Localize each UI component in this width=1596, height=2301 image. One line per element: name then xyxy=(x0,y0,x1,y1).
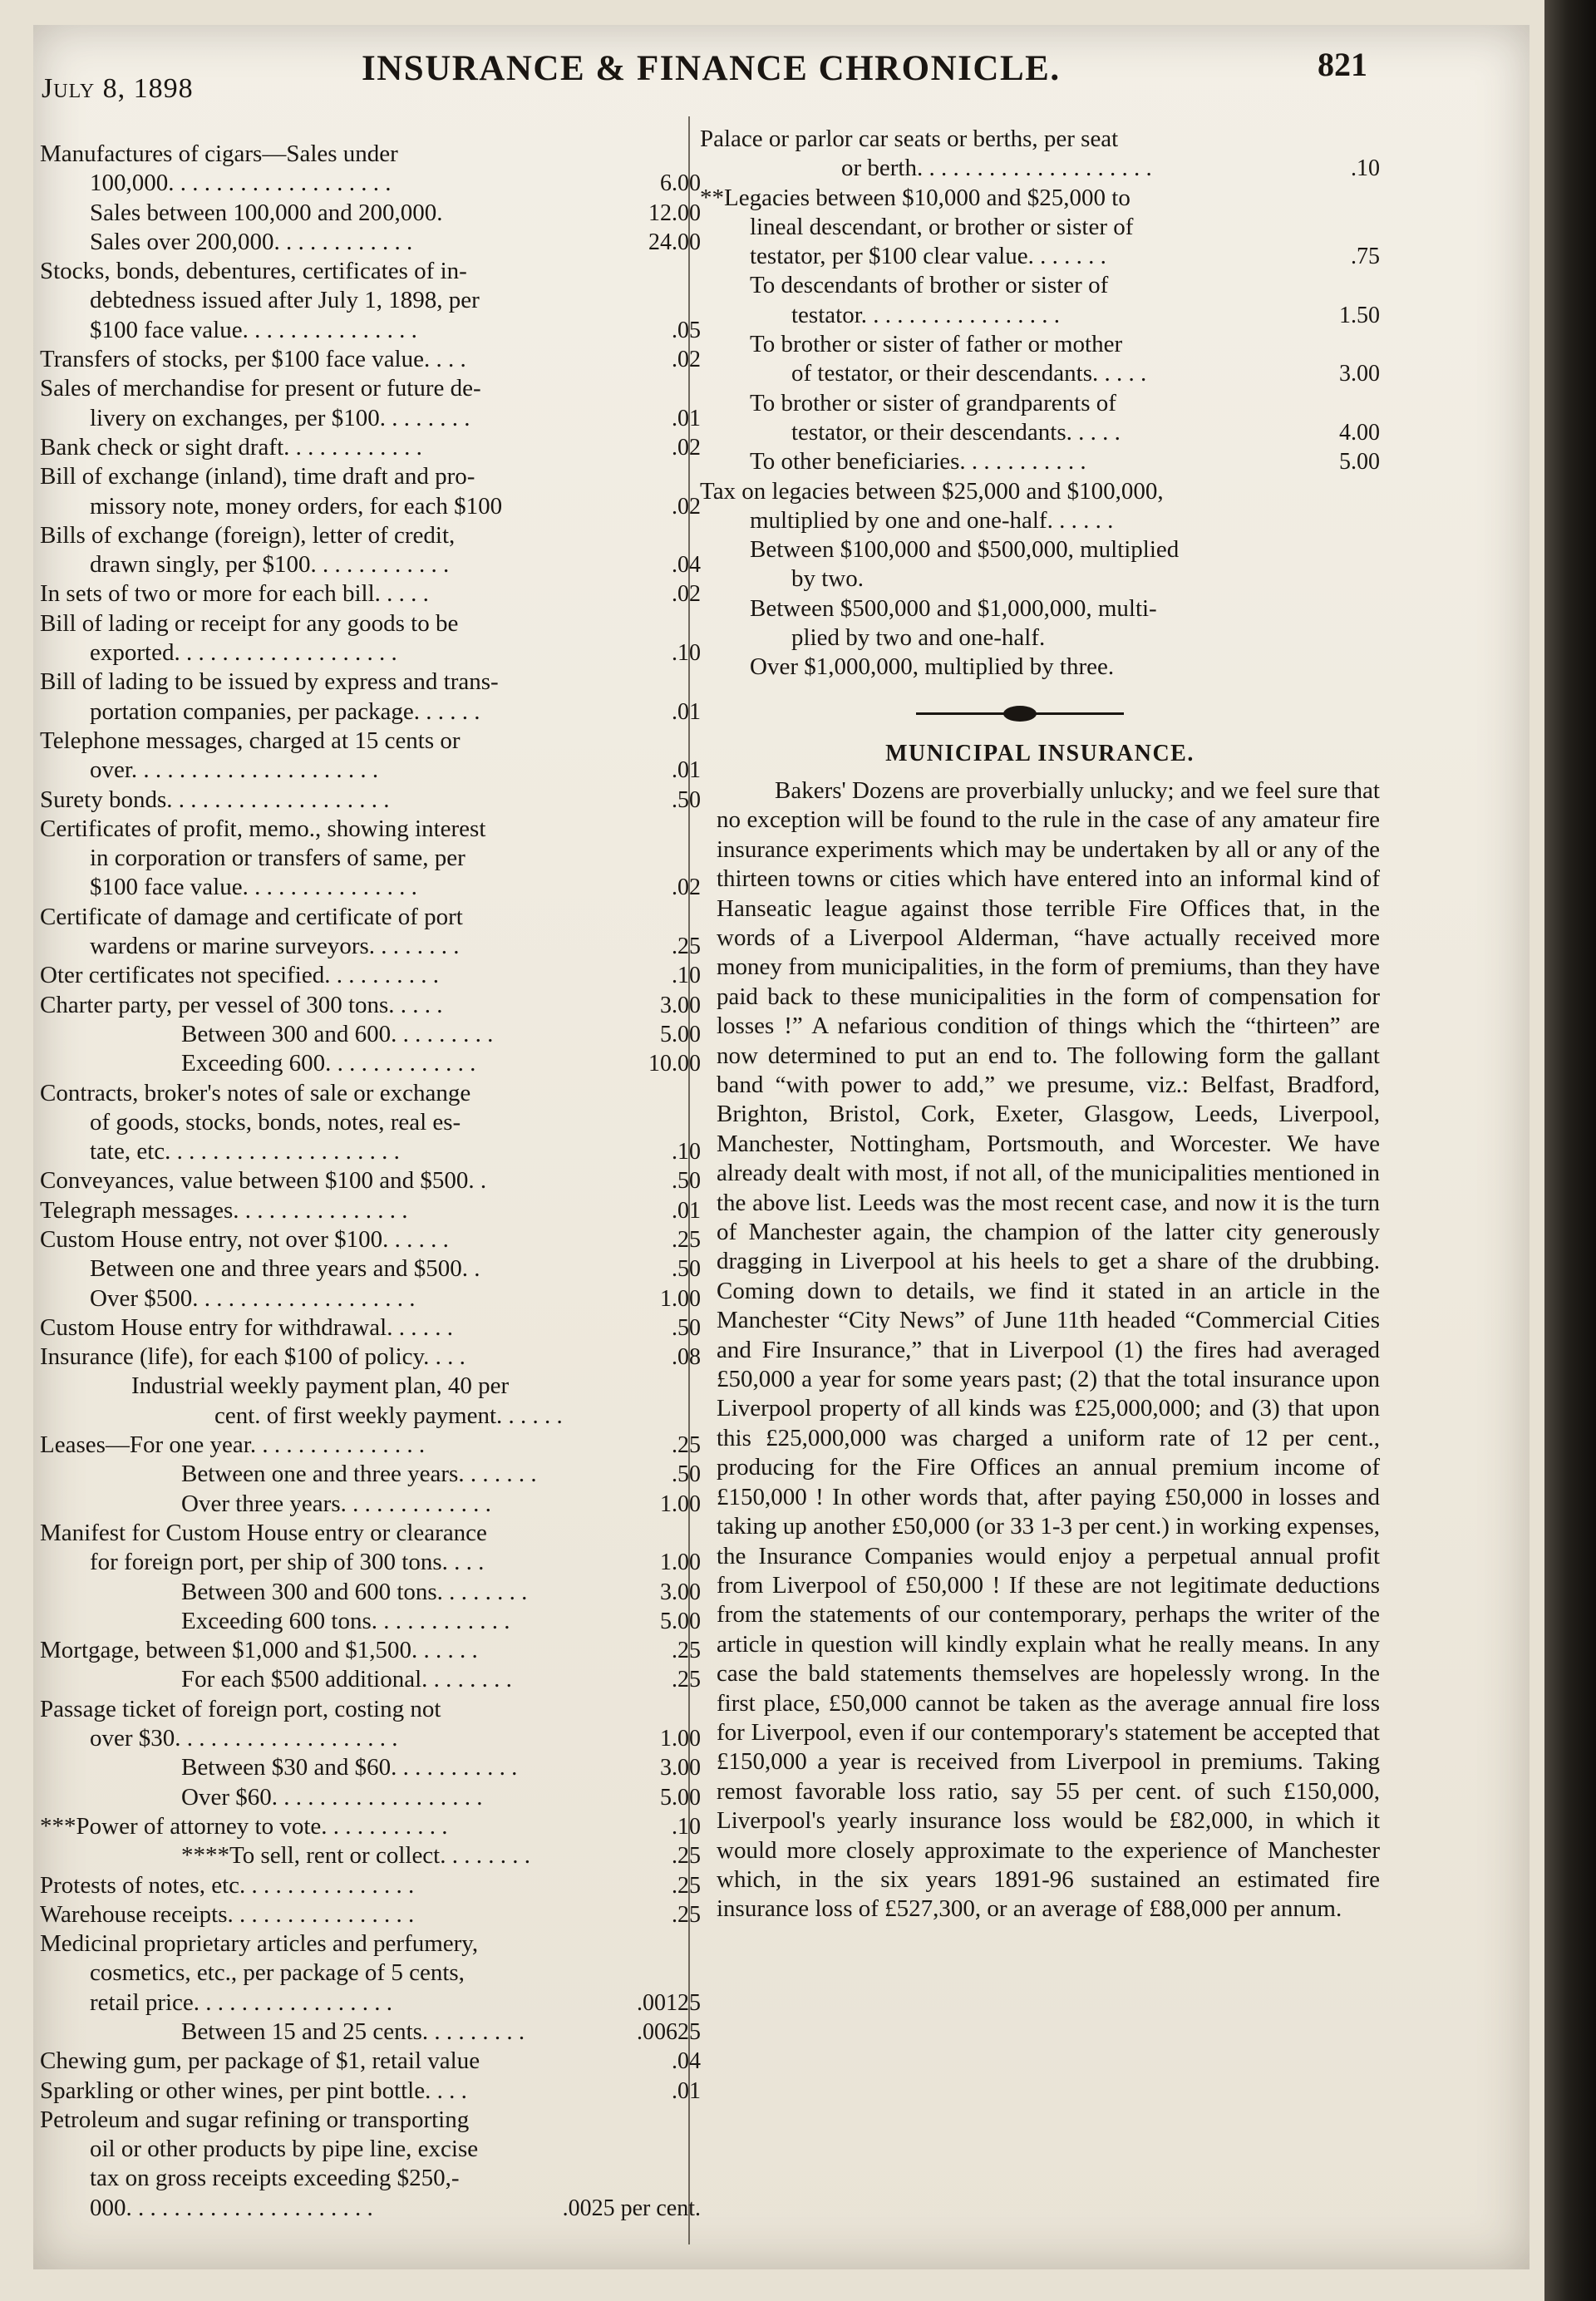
schedule-row xyxy=(40,903,701,932)
schedule-row xyxy=(40,316,701,345)
legacy-tax-schedule xyxy=(700,125,1380,682)
right-column xyxy=(700,125,1380,1924)
schedule-item-text: $100 face value. . . . . . . . . . . . . . . xyxy=(90,316,417,343)
schedule-item-rate: .75 xyxy=(1351,244,1380,270)
schedule-item-text: Over three years. . . . . . . . . . . . . xyxy=(181,1490,491,1517)
schedule-item-rate: .25 xyxy=(672,1432,701,1459)
schedule-row xyxy=(40,462,701,491)
schedule-item-text: multiplied by one and one-half. . . . . . xyxy=(750,506,1114,534)
schedule-item-rate: 1.00 xyxy=(660,1490,701,1517)
schedule-item-text: missory note, money orders, for each $100 xyxy=(90,492,503,520)
schedule-item-text: cosmetics, etc., per package of 5 cents, xyxy=(90,1959,465,1987)
schedule-item-text: Industrial weekly payment plan, 40 per xyxy=(131,1372,510,1400)
schedule-row xyxy=(40,932,701,961)
schedule-row xyxy=(700,125,1380,154)
issue-date: July 8, 1898 xyxy=(42,73,194,104)
schedule-item-text: Insurance (life), for each $100 of policy. . . . xyxy=(40,1343,466,1371)
schedule-item-rate: .02 xyxy=(672,581,701,608)
schedule-item-text: cent. of first weekly payment. . . . . . xyxy=(214,1402,563,1429)
schedule-row xyxy=(40,1665,701,1694)
schedule-item-rate: .04 xyxy=(672,2048,701,2075)
schedule-item-rate: 3.00 xyxy=(660,1579,701,1605)
schedule-item-text: Sales over 200,000. . . . . . . . . . . . xyxy=(90,228,413,255)
schedule-item-rate: 3.00 xyxy=(1339,361,1380,387)
schedule-row xyxy=(40,1783,701,1812)
schedule-item-text: Between 300 and 600. . . . . . . . . xyxy=(181,1020,494,1047)
schedule-item-text: Passage ticket of foreign port, costing not xyxy=(40,1695,441,1722)
schedule-item-text: Chewing gum, per package of $1, retail value xyxy=(40,2047,480,2075)
schedule-item-text: For each $500 additional. . . . . . . . xyxy=(181,1666,512,1693)
section-ornament xyxy=(700,694,1380,737)
schedule-item-text: drawn singly, per $100. . . . . . . . . . . . xyxy=(90,551,450,579)
schedule-item-rate: 1.00 xyxy=(660,1726,701,1752)
schedule-item-text: Palace or parlor car seats or berths, per seat xyxy=(700,126,1119,152)
schedule-row xyxy=(700,184,1380,213)
schedule-item-text: over. . . . . . . . . . . . . . . . . . . . . xyxy=(90,756,379,784)
schedule-row xyxy=(40,1490,701,1519)
schedule-item-text: oil or other products by pipe line, excise xyxy=(90,2136,479,2163)
schedule-row xyxy=(40,2018,701,2047)
schedule-item-text: Between $500,000 and $1,000,000, multi- xyxy=(750,594,1157,622)
schedule-row xyxy=(700,653,1380,682)
schedule-row xyxy=(40,1225,701,1254)
schedule-item-text: Leases—For one year. . . . . . . . . . . . . . . xyxy=(40,1431,426,1459)
schedule-row xyxy=(700,535,1380,564)
schedule-item-text: Certificates of profit, memo., showing interest xyxy=(40,815,486,842)
schedule-item-text: In sets of two or more for each bill. . . . . xyxy=(40,580,429,608)
schedule-row xyxy=(700,271,1380,300)
schedule-row xyxy=(40,2047,701,2076)
schedule-item-rate: .25 xyxy=(672,1638,701,1664)
schedule-item-text: Over $60. . . . . . . . . . . . . . . . . . xyxy=(181,1783,483,1811)
schedule-row xyxy=(40,1402,701,1431)
schedule-row xyxy=(700,594,1380,623)
schedule-row xyxy=(700,506,1380,535)
schedule-row xyxy=(40,1695,701,1724)
schedule-item-rate: 12.00 xyxy=(648,200,701,226)
schedule-item-rate: 1.00 xyxy=(660,1285,701,1312)
schedule-item-text: Bank check or sight draft. . . . . . . . . . . . xyxy=(40,433,422,461)
schedule-row xyxy=(700,330,1380,359)
schedule-item-text: Between 15 and 25 cents. . . . . . . . . xyxy=(181,2018,525,2045)
schedule-item-text: 000. . . . . . . . . . . . . . . . . . . . . xyxy=(90,2194,373,2221)
schedule-item-rate: .10 xyxy=(672,963,701,989)
schedule-row xyxy=(40,697,701,727)
schedule-item-text: Exceeding 600. . . . . . . . . . . . . xyxy=(181,1050,476,1077)
schedule-item-text: Petroleum and sugar refining or transporting xyxy=(40,2106,470,2133)
schedule-row xyxy=(40,727,701,756)
schedule-row xyxy=(40,815,701,844)
schedule-item-text: portation companies, per package. . . . . . xyxy=(90,697,480,725)
schedule-item-rate: 4.00 xyxy=(1339,419,1380,446)
schedule-row xyxy=(40,1284,701,1313)
schedule-item-text: livery on exchanges, per $100. . . . . . . . xyxy=(90,404,470,431)
schedule-item-text: Custom House entry, not over $100. . . . . . xyxy=(40,1225,449,1253)
schedule-item-text: ****To sell, rent or collect. . . . . . . . xyxy=(181,1842,530,1870)
schedule-item-rate: .00125 xyxy=(637,1989,701,2016)
schedule-item-text: tate, etc. . . . . . . . . . . . . . . . . . . . xyxy=(90,1138,400,1165)
schedule-item-text: exported. . . . . . . . . . . . . . . . . . . xyxy=(90,639,397,667)
schedule-item-text: Between 300 and 600 tons. . . . . . . . xyxy=(181,1578,528,1605)
schedule-row xyxy=(700,213,1380,242)
schedule-row xyxy=(40,1929,701,1959)
schedule-item-text: Conveyances, value between $100 and $500. . xyxy=(40,1167,487,1195)
schedule-item-text: Certificate of damage and certificate of port xyxy=(40,903,463,930)
schedule-item-text: Between one and three years. . . . . . . xyxy=(181,1461,537,1488)
schedule-row xyxy=(40,609,701,638)
schedule-row xyxy=(40,1431,701,1460)
schedule-item-text: Over $500. . . . . . . . . . . . . . . . . . . xyxy=(90,1284,416,1312)
schedule-item-rate: .25 xyxy=(672,1872,701,1899)
schedule-item-rate: .0025 per cent. xyxy=(562,2195,701,2221)
schedule-item-text: Exceeding 600 tons. . . . . . . . . . . . xyxy=(181,1607,510,1634)
schedule-row xyxy=(40,1900,701,1929)
schedule-row xyxy=(40,2135,701,2164)
schedule-item-rate: .02 xyxy=(672,875,701,901)
schedule-row xyxy=(40,1166,701,1195)
schedule-row xyxy=(40,1871,701,1900)
schedule-row xyxy=(40,1988,701,2018)
schedule-item-text: Oter certificates not specified. . . . . . . . . . xyxy=(40,962,439,989)
schedule-row xyxy=(40,374,701,403)
schedule-row xyxy=(40,2106,701,2135)
schedule-item-text: Bill of exchange (inland), time draft and pro- xyxy=(40,463,475,490)
schedule-item-rate: .10 xyxy=(672,640,701,667)
schedule-item-text: Manufactures of cigars—Sales under xyxy=(40,140,398,167)
schedule-item-rate: 5.00 xyxy=(660,1021,701,1047)
schedule-row xyxy=(700,154,1380,183)
schedule-item-text: Transfers of stocks, per $100 face value. . . . xyxy=(40,346,466,373)
schedule-row xyxy=(40,1753,701,1782)
schedule-item-rate: 5.00 xyxy=(660,1608,701,1634)
schedule-item-text: debtedness issued after July 1, 1898, per xyxy=(90,287,480,314)
schedule-item-text: Medicinal proprietary articles and perfumery, xyxy=(40,1930,479,1958)
schedule-item-rate: .01 xyxy=(672,757,701,784)
schedule-item-text: Warehouse receipts. . . . . . . . . . . . . . . . xyxy=(40,1900,415,1928)
schedule-item-text: testator. . . . . . . . . . . . . . . . . xyxy=(791,301,1061,328)
schedule-item-rate: .02 xyxy=(672,347,701,373)
schedule-item-rate: .04 xyxy=(672,552,701,579)
schedule-item-text: Custom House entry for withdrawal. . . . . . xyxy=(40,1313,453,1341)
schedule-item-text: of goods, stocks, bonds, notes, real es- xyxy=(90,1108,461,1136)
schedule-row xyxy=(40,1460,701,1489)
schedule-item-text: Sales between 100,000 and 200,000. xyxy=(90,199,443,226)
schedule-item-text: or berth. . . . . . . . . . . . . . . . . . . . xyxy=(841,155,1152,182)
schedule-item-rate: .25 xyxy=(672,1667,701,1693)
schedule-item-rate: 6.00 xyxy=(660,170,701,197)
schedule-item-rate: .50 xyxy=(672,786,701,813)
schedule-row xyxy=(40,1313,701,1343)
schedule-row xyxy=(700,623,1380,653)
schedule-item-text: Charter party, per vessel of 300 tons. . . . . xyxy=(40,991,443,1018)
schedule-item-rate: 1.50 xyxy=(1339,302,1380,328)
schedule-item-text: wardens or marine surveyors. . . . . . . . xyxy=(90,933,460,960)
schedule-row xyxy=(40,199,701,228)
schedule-item-text: Contracts, broker's notes of sale or exchange xyxy=(40,1079,471,1106)
schedule-item-text: retail price. . . . . . . . . . . . . . . . . xyxy=(90,1988,393,2016)
stamp-tax-schedule-left xyxy=(40,140,701,2223)
schedule-item-rate: .50 xyxy=(672,1314,701,1341)
schedule-row xyxy=(40,1812,701,1841)
page-header xyxy=(33,25,1367,104)
schedule-row xyxy=(40,1607,701,1636)
schedule-item-text: tax on gross receipts exceeding $250,- xyxy=(90,2165,460,2192)
schedule-item-rate: .50 xyxy=(672,1256,701,1283)
schedule-item-text: Sales of merchandise for present or future de- xyxy=(40,375,481,402)
schedule-item-text: To descendants of brother or sister of xyxy=(750,272,1109,299)
schedule-item-text: Bill of lading or receipt for any goods to be xyxy=(40,609,459,637)
schedule-item-text: Surety bonds. . . . . . . . . . . . . . . . . . . xyxy=(40,786,390,813)
schedule-item-text: **Legacies between $10,000 and $25,000 to xyxy=(700,184,1130,211)
schedule-row xyxy=(40,1079,701,1108)
schedule-row xyxy=(40,1841,701,1870)
schedule-item-text: Bills of exchange (foreign), letter of credit, xyxy=(40,521,456,549)
schedule-row xyxy=(40,991,701,1020)
schedule-row xyxy=(700,447,1380,476)
schedule-row xyxy=(40,1636,701,1665)
schedule-item-rate: .08 xyxy=(672,1344,701,1371)
schedule-item-rate: .10 xyxy=(672,1139,701,1165)
schedule-item-rate: 3.00 xyxy=(660,992,701,1018)
schedule-item-rate: .10 xyxy=(672,1813,701,1840)
schedule-row xyxy=(40,140,701,169)
schedule-item-text: Between $100,000 and $500,000, multiplied xyxy=(750,536,1180,564)
schedule-item-rate: 1.00 xyxy=(660,1550,701,1576)
schedule-row xyxy=(700,389,1380,418)
schedule-row xyxy=(40,1049,701,1078)
schedule-row xyxy=(40,1519,701,1548)
schedule-row xyxy=(40,1548,701,1577)
schedule-row xyxy=(40,844,701,873)
schedule-row xyxy=(40,521,701,550)
schedule-item-text: $100 face value. . . . . . . . . . . . . . . xyxy=(90,874,417,901)
schedule-row xyxy=(700,564,1380,594)
schedule-item-text: Telephone messages, charged at 15 cents or xyxy=(40,727,461,754)
schedule-row xyxy=(700,359,1380,388)
publication-title: INSURANCE & FINANCE CHRONICLE. xyxy=(362,49,1061,88)
schedule-item-rate: .01 xyxy=(672,698,701,725)
article-paragraph: Bakers' Dozens are proverbially unlucky; and we feel sure that no exception will be found to the rule in the case of any amateur fire insurance experiments which may be undertaken by all or any of the thirteen towns or cities which have entered into an informal kind of Hanseatic league against those terrible Fire Offices that, in the words of a Liverpool Alderman, “have actually received more money from municipalities, in the form of premiums, than they have paid back to these municipalities in the form of compensation for losses !” A nefarious condition of things which the “thirteen” are now determined to put an end to. The following form the gallant band “with power to add,” we presume, viz.: Belfast, Bradford, Brighton, Bristol, Cork, Exeter, Glasgow, Leeds, Liverpool, Manchester, Nottingham, Portsmouth, and Worcester. We have already dealt with most, if not all, of the municipalities mentioned in the above list. Leeds was the most recent case, and now it is the turn of Manchester again, the champion of the latter city generously dragging in Liverpool at his heels to get a share of the drubbing. Coming down to details, we find it stated in an article in the Manchester “City News” of June 11th headed “Commercial Cities and Fire Insurance,” that in Liverpool (1) the fires had averaged £50,000 a year for some years past; (2) that the total insurance upon Liverpool property of all kinds was £25,000,000; and (3) that upon this £25,000,000 was charged a uniform rate of 12 per cent., producing for the Fire Offices an annual premium income of £150,000 ! In other words that, after paying £50,000 in losses and taking up another £50,000 (or 33 1-3 per cent.) in working expenses, the Insurance Companies would enjoy a perpetual annual profit from Liverpool of £50,000 ! If these are not legitimate deductions from the statements of our contemporary, perhaps the writer of the article in question will kindly explain what he really means. In any case the bald statements themselves are hopelessly wrong. In the first place, £50,000 cannot be taken as the average annual fire loss for Liverpool, even if our contemporary's statement be accepted that £150,000 a year is received from Liverpool in premiums. Taking remost favorable loss ratio, say 55 per cent. of such £150,000, Liverpool's yearly insurance loss would be £82,000, in which it would more closely approximate to the experience of Manchester which, in the six years 1891-96 sustained an estimated fire insurance loss of £527,300, or an average of £88,000 per annum. xyxy=(717,776,1380,1923)
schedule-item-rate: .02 xyxy=(672,493,701,520)
schedule-item-rate: .01 xyxy=(672,405,701,431)
schedule-item-rate: .02 xyxy=(672,434,701,461)
schedule-item-text: Stocks, bonds, debentures, certificates of in- xyxy=(40,258,467,285)
schedule-row xyxy=(40,668,701,697)
schedule-item-text: To other beneficiaries. . . . . . . . . . . xyxy=(750,448,1086,475)
schedule-item-text: Sparkling or other wines, per pint bottle. . . . xyxy=(40,2077,467,2104)
schedule-item-text: Between one and three years and $500. . xyxy=(90,1255,480,1283)
schedule-item-text: Between $30 and $60. . . . . . . . . . . xyxy=(181,1754,518,1781)
schedule-row xyxy=(40,1137,701,1166)
schedule-row xyxy=(40,1108,701,1137)
schedule-row xyxy=(40,286,701,315)
schedule-row xyxy=(700,418,1380,447)
schedule-row xyxy=(40,257,701,286)
page-binding-edge xyxy=(1544,0,1596,2301)
schedule-row xyxy=(40,1020,701,1049)
schedule-row xyxy=(40,433,701,462)
schedule-item-rate: .00625 xyxy=(637,2019,701,2045)
schedule-item-rate: .25 xyxy=(672,1901,701,1928)
article-heading: MUNICIPAL INSURANCE. xyxy=(885,740,1195,766)
schedule-item-rate: .01 xyxy=(672,1197,701,1224)
schedule-item-text: To brother or sister of grandparents of xyxy=(750,389,1116,416)
schedule-item-rate: 24.00 xyxy=(648,229,701,255)
schedule-item-rate: .25 xyxy=(672,1226,701,1253)
schedule-item-text: plied by two and one-half. xyxy=(791,624,1046,652)
schedule-item-text: in corporation or transfers of same, per xyxy=(90,845,466,872)
page-number: 821 xyxy=(1318,46,1367,83)
schedule-row xyxy=(40,1578,701,1607)
schedule-row xyxy=(40,492,701,521)
schedule-row xyxy=(40,1959,701,1988)
schedule-item-rate: .10 xyxy=(1351,155,1380,182)
schedule-row xyxy=(40,873,701,902)
schedule-row xyxy=(40,169,701,198)
schedule-item-rate: 5.00 xyxy=(660,1784,701,1811)
schedule-item-text: Over $1,000,000, multiplied by three. xyxy=(750,653,1115,681)
schedule-item-rate: .01 xyxy=(672,2077,701,2104)
schedule-item-rate: 5.00 xyxy=(1339,449,1380,475)
schedule-item-rate: 10.00 xyxy=(648,1051,701,1077)
schedule-row xyxy=(40,345,701,374)
schedule-item-text: by two. xyxy=(791,565,864,593)
schedule-item-rate: .05 xyxy=(672,317,701,343)
schedule-item-rate: 3.00 xyxy=(660,1755,701,1781)
schedule-row xyxy=(700,477,1380,506)
schedule-row xyxy=(700,242,1380,271)
schedule-item-rate: .50 xyxy=(672,1168,701,1195)
schedule-item-text: over $30. . . . . . . . . . . . . . . . . . . xyxy=(90,1725,398,1752)
schedule-item-text: 100,000. . . . . . . . . . . . . . . . . . . xyxy=(90,170,392,197)
schedule-item-text: ***Power of attorney to vote. . . . . . . . . . . xyxy=(40,1812,448,1840)
schedule-row xyxy=(40,1724,701,1753)
schedule-row xyxy=(40,1343,701,1372)
schedule-item-text: To brother or sister of father or mother xyxy=(750,331,1123,358)
schedule-item-text: testator, per $100 clear value. . . . . . . xyxy=(750,243,1106,270)
schedule-row xyxy=(40,2194,701,2223)
schedule-row xyxy=(40,786,701,815)
schedule-row xyxy=(40,1196,701,1225)
schedule-item-rate: .25 xyxy=(672,934,701,960)
schedule-row xyxy=(40,756,701,785)
article-body xyxy=(700,776,1380,1924)
schedule-row xyxy=(40,961,701,990)
schedule-item-text: lineal descendant, or brother or sister of xyxy=(750,213,1134,240)
schedule-item-text: Manifest for Custom House entry or clearance xyxy=(40,1519,487,1546)
schedule-row xyxy=(40,228,701,257)
schedule-row xyxy=(40,550,701,579)
schedule-row xyxy=(40,2077,701,2106)
schedule-row xyxy=(40,1372,701,1401)
schedule-item-text: Bill of lading to be issued by express and trans- xyxy=(40,668,499,696)
schedule-row xyxy=(40,404,701,433)
schedule-row xyxy=(40,579,701,609)
schedule-item-text: Telegraph messages. . . . . . . . . . . . . . . xyxy=(40,1196,408,1224)
schedule-item-rate: .25 xyxy=(672,1843,701,1870)
schedule-row xyxy=(40,1254,701,1284)
schedule-row xyxy=(40,2164,701,2193)
schedule-item-text: of testator, or their descendants. . . . . xyxy=(791,360,1147,387)
schedule-row xyxy=(40,638,701,668)
schedule-item-text: Protests of notes, etc. . . . . . . . . . . . . . . xyxy=(40,1871,415,1899)
schedule-item-text: Tax on legacies between $25,000 and $100,000, xyxy=(700,477,1164,505)
schedule-item-text: Mortgage, between $1,000 and $1,500. . . . . . xyxy=(40,1637,478,1664)
schedule-row xyxy=(700,301,1380,330)
schedule-item-rate: .50 xyxy=(672,1461,701,1488)
schedule-item-text: testator, or their descendants. . . . . xyxy=(791,418,1121,446)
schedule-item-text: for foreign port, per ship of 300 tons. . . . xyxy=(90,1549,485,1576)
